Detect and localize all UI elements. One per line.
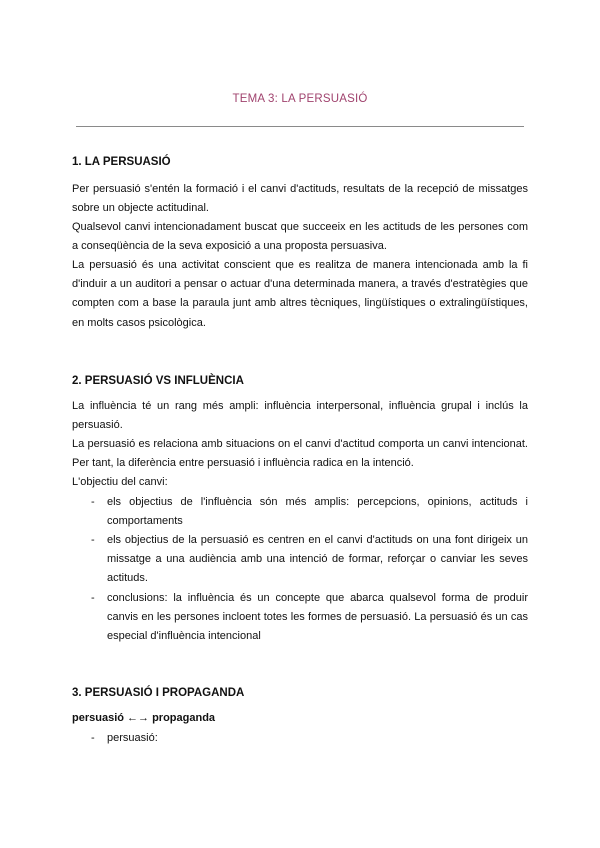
section-2-bullet-2: els objectius de la persuasió es centren en el canvi d'actituds on una font dirigeix un missatge a una audiència amb una intenció de formar, reforçar o canviar les seves actituds. xyxy=(107,534,528,585)
section-2-heading: 2. PERSUASIÓ VS INFLUÈNCIA xyxy=(72,375,244,387)
title-divider xyxy=(76,126,524,127)
document-title: TEMA 3: LA PERSUASIÓ xyxy=(232,93,368,105)
section-3-bullet-1: persuasió: xyxy=(107,732,158,744)
section-1-paragraph-1: Per persuasió s'entén la formació i el canvi d'actituds, resultats de la recepció de missatges sobre un objecte actitudinal. xyxy=(72,183,528,215)
bullet-marker: - xyxy=(91,732,95,744)
section-2-paragraph-1: La influència té un rang més ampli: influència interpersonal, influència grupal i inclús la persuasió. xyxy=(72,400,528,432)
section-2-paragraph-3: L'objectiu del canvi: xyxy=(72,476,168,488)
bullet-marker: - xyxy=(91,496,95,508)
bullet-marker: - xyxy=(91,592,95,604)
section-2-bullet-3: conclusions: la influència és un concepte que abarca qualsevol forma de produir canvis en les persones incloent totes les formes de persuasió. La persuasió és un cas especial d'influència intencional xyxy=(107,592,528,643)
bullet-marker: - xyxy=(91,534,95,546)
section-1-heading: 1. LA PERSUASIÓ xyxy=(72,156,171,168)
section-3-heading: 3. PERSUASIÓ I PROPAGANDA xyxy=(72,687,245,699)
section-2-bullet-1: els objectius de l'influència són més amplis: percepcions, opinions, actituds i comportaments xyxy=(107,496,528,528)
section-1-paragraph-2: Qualsevol canvi intencionadament buscat que succeeix en les actituds de les persones com a conseqüència de la seva exposició a una proposta persuasiva. xyxy=(72,221,528,253)
section-1-paragraph-3: La persuasió és una activitat conscient que es realitza de manera intencionada amb la fi d'induir a un auditori a pensar o actuar d'una determinada manera, a través d'estratègies que compten com a base la paraula junt amb altres tècniques, lingüístiques o extralingüístiques, en molts casos psicològica. xyxy=(72,259,528,329)
section-2-paragraph-2: La persuasió es relaciona amb situacions on el canvi d'actitud comporta un canvi intencionat. Per tant, la diferència entre persuasió i influència radica en la intenció. xyxy=(72,438,528,470)
comparison-line: persuasió ←→ propaganda xyxy=(72,712,216,724)
